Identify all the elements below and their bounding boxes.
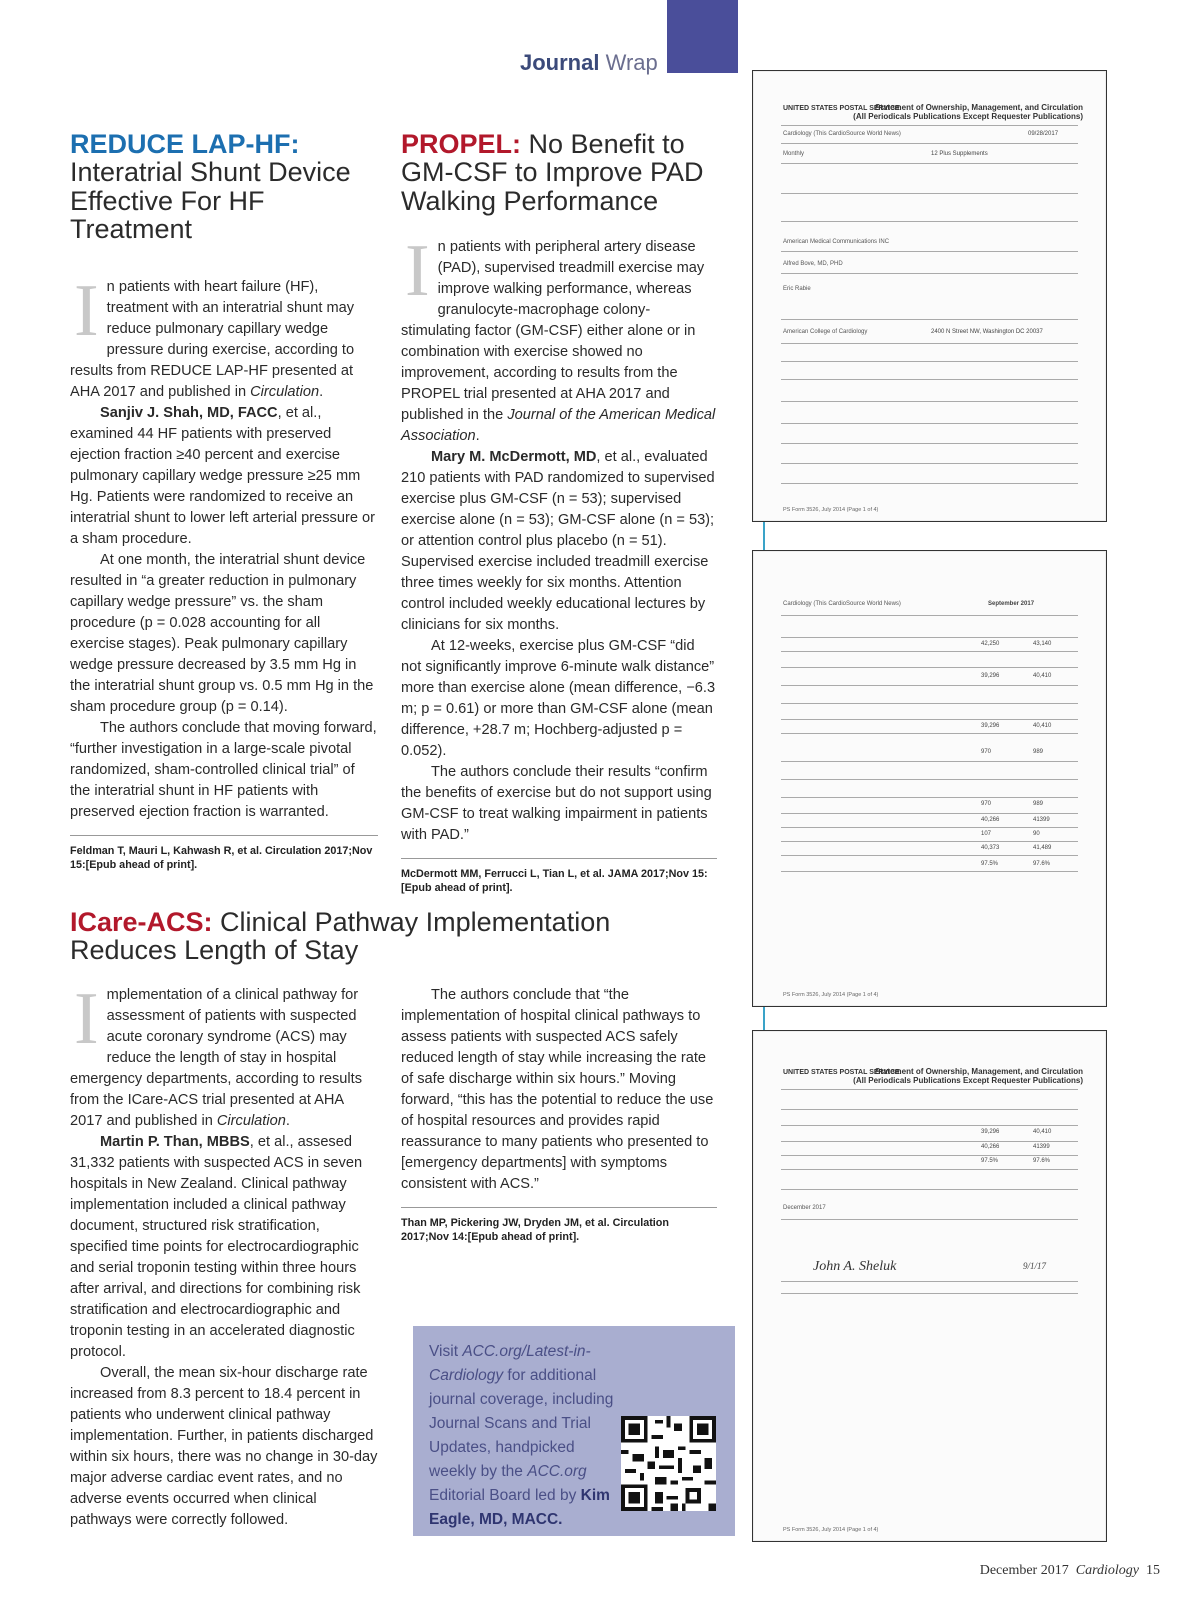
- promo-link[interactable]: ACC.org/Latest-in-Cardiology: [429, 1343, 591, 1384]
- article-reference: Than MP, Pickering JW, Dryden JM, et al. Circulation 2017;Nov 14:[Epub ahead of print].: [401, 1207, 717, 1244]
- article-title: PROPEL: No Benefit to GM-CSF to Improve PAD Walking Performance: [401, 129, 704, 216]
- article-icare-acs: [70, 908, 720, 965]
- article-body: In patients with heart failure (HF), treatment with an interatrial shunt may reduce pulmonary capillary wedge pressure during exercise, according to results from REDUCE LAP-HF presented at AHA 2017 and published in Circulation. Sanjiv J. Shah, MD, FACC, et al., examined 44 HF patients with preserved ejection fraction ≥40 percent and exercise pulmonary capillary wedge pressure ≥25 mm Hg. Patients were randomized to receive an interatrial shunt to lower left arterial pressure or a sham procedure. At one month, the interatrial shunt device resulted in “a greater reduction in pulmonary capillary wedge pressure” vs. the sham procedure (p = 0.028 accounting for all exercise stages). Peak pulmonary capillary wedge pressure decreased by 3.5 mm Hg in the interatrial shunt group vs. 0.5 mm Hg in the sham procedure group (p = 0.14). The authors conclude that moving forward, “further investigation in a large-scale pivotal randomized, sham-controlled clinical trial” of the interatrial shunt in HF patients with preserved ejection fraction is warranted.: [70, 270, 377, 821]
- qr-code-icon[interactable]: [621, 1416, 716, 1511]
- section-tag: Journal Wrap: [520, 50, 658, 75]
- drop-cap: I: [405, 230, 430, 313]
- promo-box: [413, 1326, 735, 1536]
- drop-cap: I: [74, 978, 99, 1060]
- article-reference: McDermott MM, Ferrucci L, Tian L, et al. JAMA 2017;Nov 15:[Epub ahead of print].: [401, 858, 717, 895]
- article-icare-acs-col1: Implementation of a clinical pathway for assessment of patients with suspected acute coronary syndrome (ACS) may reduce the length of stay in hospital emergency departments, according to results from the ICare-ACS trial presented at AHA 2017 and published in Circulation. Martin P. Than, MBBS, et al., assesed 31,332 patients with suspected ACS in seven hospitals in New Zealand. Clinical pathway implementation included a clinical pathway document, structured risk stratification, specified time points for electrocardiographic and serial troponin testing within three hours after arrival, and directions for combining risk stratification and electrocardiographic and troponin testing in an accelerated diagnostic protocol. Overall, the mean six-hour discharge rate increased from 8.3 percent to 18.4 percent in patients who underwent clinical pathway implementation. Further, in patients discharged within six hours, there was no change in 30-day major adverse cardiac event rates, and no adverse events occurred when clinical pathways were correctly followed.: [70, 978, 378, 1528]
- article-reference: Feldman T, Mauri L, Kahwash R, et al. Circulation 2017;Nov 15:[Epub ahead of print].: [70, 835, 378, 872]
- article-body: In patients with peripheral artery disease (PAD), supervised treadmill exercise may improve walking performance, whereas granulocyte-macrophage colony-stimulating factor (GM-CSF) either alone or in combination with exercise showed no improvement, according to results from the PROPEL trial presented at AHA 2017 and published in the Journal of the American Medical Association. Mary M. McDermott, MD, et al., evaluated 210 patients with PAD randomized to supervised exercise plus GM-CSF (n = 53); supervised exercise alone (n = 53); GM-CSF alone (n = 53); or attention control plus placebo (n = 51). Supervised exercise included treadmill exercise three times weekly for six months. Attention control included weekly educational lectures by clinicians for six months. At 12-weeks, exercise plus GM-CSF “did not significantly improve 6-minute walk distance” more than exercise alone (mean difference, −6.3 m; p = 0.61) or more than GM-CSF alone (mean difference, +28.7 m; Hochberg-adjusted p = 0.052). The authors conclude their results “confirm the benefits of exercise but do not support using GM-CSF to treat walking impairment in patients with PAD.”: [401, 230, 716, 844]
- ownership-statement-page-1: UNITED STATES POSTAL SERVICE Statement of Ownership, Management, and Circulation (All Periodicals Publications Except Requester Publications) Cardiology (This CardioSource World News) 09/28/2017 Monthly 12 Plus Supplements American Medical Communications INC Alfred Bove, MD, PHD Eric Rabie American College of Cardiology 2400 N Street NW, Washington DC 20037 PS Form 3526, July 2014 (Page 1 of 4): [752, 70, 1107, 522]
- ownership-statement-page-2: Cardiology (This CardioSource World News) September 2017 42,250 43,140 39,296 40,410 39,296 40,410 970 989 970 989 40,266 41399 107 90 40,373 41,489 97.5% 97.6% PS Form 3526, July 2014 (Page 1 of 4): [752, 550, 1107, 1007]
- signature: John A. Sheluk: [813, 1259, 897, 1274]
- drop-cap: I: [74, 270, 99, 353]
- article-title: ICare-ACS: Clinical Pathway Implementation Reduces Length of Stay: [70, 907, 611, 966]
- article-icare-acs-col2: The authors conclude that “the implementation of hospital clinical pathways to assess patients with suspected ACS safely reduced length of stay while increasing the rate of safe discharge within six hours.” Moving forward, “this has the potential to reduce the use of hospital resources and provides rapid reassurance to many patients who presented to [emergency departments] with symptoms consistent with ACS.” Than MP, Pickering JW, Dryden JM, et al. Circulation 2017;Nov 14:[Epub ahead of print].: [401, 985, 717, 1244]
- article-title: REDUCE LAP-HF: Interatrial Shunt Device Effective For HF Treatment: [70, 129, 351, 245]
- article-reduce-lap-hf: [70, 130, 378, 872]
- ownership-statement-page-3: UNITED STATES POSTAL SERVICE Statement of Ownership, Management, and Circulation (All Periodicals Publications Except Requester Publications) 39,296 40,410 40,266 41399 97.5% 97.6% December 2017 John A. Sheluk 9/1/17 PS Form 3526, July 2014 (Page 1 of 4): [752, 1030, 1107, 1542]
- promo-text: Visit ACC.org/Latest-in-Cardiology for additional journal coverage, including Journal Scans and Trial Updates, handpicked weekly by the ACC.org Editorial Board led by Kim Eagle, MD, MACC.: [429, 1343, 614, 1528]
- corner-color-block: [667, 0, 738, 73]
- article-propel: [401, 130, 717, 895]
- page-number: 15: [1146, 1563, 1160, 1578]
- page-footer: December 2017 Cardiology 15: [979, 1563, 1160, 1578]
